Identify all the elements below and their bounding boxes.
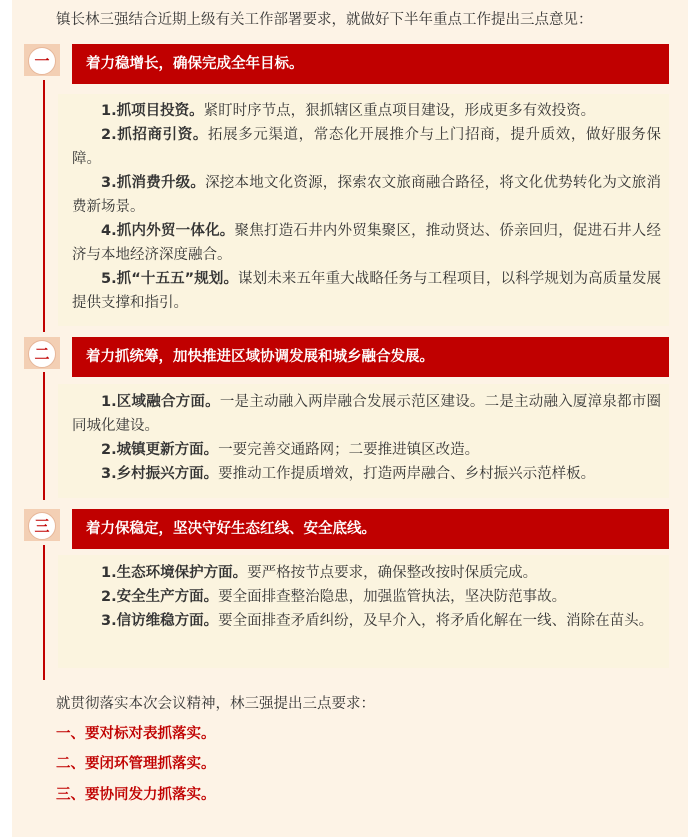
section-2-header	[24, 337, 669, 377]
section-1-title: 着力稳增长，确保完成全年目标。	[72, 44, 669, 84]
list-item: 1.生态环境保护方面。要严格按节点要求，确保整改按时保质完成。	[101, 565, 538, 581]
section-3-line	[43, 545, 45, 680]
list-item: 5.抓“十五五”规划。谋划未来五年重大战略任务与工程项目，以科学规划为高质量发展提供支撑和指引。	[72, 271, 661, 311]
list-item: 3.抓消费升级。深挖本地文化资源，探索农文旅商融合路径，将文化优势转化为文旅消费新场景。	[72, 175, 661, 215]
requirement-3: 三、要协同发力抓落实。	[56, 787, 216, 803]
list-item: 4.抓内外贸一体化。聚焦打造石井内外贸集聚区，推动贤达、侨亲回归，促进石井人经济与本地经济深度融合。	[72, 223, 661, 263]
section-1-line	[43, 80, 45, 332]
section-3-number: 三	[28, 512, 56, 540]
section-3-title: 着力保稳定，坚决守好生态红线、安全底线。	[72, 509, 669, 549]
list-item: 1.区域融合方面。一是主动融入两岸融合发展示范区建设。二是主动融入厦漳泉都市圈同城化建设。	[72, 394, 661, 434]
closing-text: 就贯彻落实本次会议精神，林三强提出三点要求：	[56, 696, 375, 712]
section-3-header	[24, 509, 669, 549]
section-1-header	[24, 44, 669, 84]
list-item: 2.安全生产方面。要全面排查整治隐患，加强监管执法，坚决防范事故。	[101, 589, 567, 605]
list-item: 3.乡村振兴方面。要推动工作提质增效，打造两岸融合、乡村振兴示范样板。	[101, 466, 596, 482]
section-1-badge	[24, 44, 60, 76]
intro-text: 镇长林三强结合近期上级有关工作部署要求，就做好下半年重点工作提出三点意见：	[56, 12, 593, 28]
section-2-line	[43, 372, 45, 500]
section-2-badge	[24, 337, 60, 369]
list-item: 3.信访维稳方面。要全面排查矛盾纠纷，及早介入，将矛盾化解在一线、消除在苗头。	[101, 613, 654, 629]
section-1-body	[58, 94, 669, 326]
section-1-number: 一	[28, 47, 56, 75]
section-3-body	[58, 555, 669, 668]
section-2-body	[58, 384, 669, 498]
requirement-2: 二、要闭环管理抓落实。	[56, 756, 216, 772]
section-2-number: 二	[28, 340, 56, 368]
article-page	[12, 0, 688, 837]
list-item: 2.抓招商引资。拓展多元渠道，常态化开展推介与上门招商，提升质效，做好服务保障。	[72, 127, 661, 167]
requirement-1: 一、要对标对表抓落实。	[56, 726, 216, 742]
list-item: 2.城镇更新方面。一要完善交通路网；二要推进镇区改造。	[101, 442, 480, 458]
list-item: 1.抓项目投资。紧盯时序节点，狠抓辖区重点项目建设，形成更多有效投资。	[101, 103, 596, 119]
section-3-badge	[24, 509, 60, 541]
section-2-title: 着力抓统筹，加快推进区域协调发展和城乡融合发展。	[72, 337, 669, 377]
